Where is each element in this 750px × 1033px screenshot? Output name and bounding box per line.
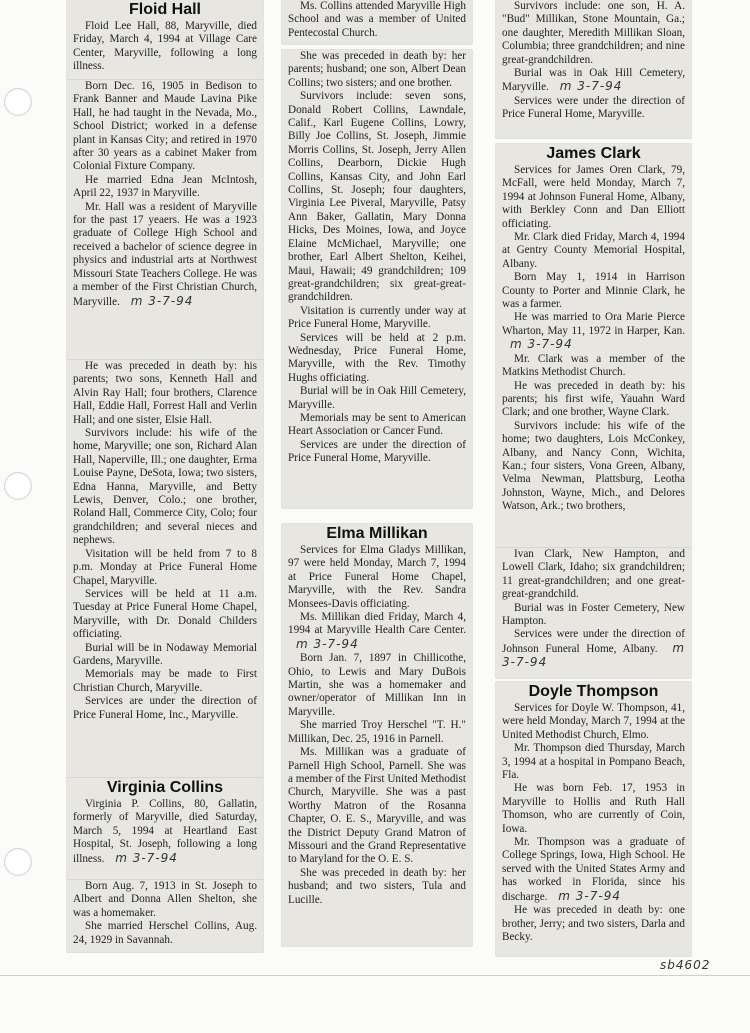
handwritten-date-note: m 3-7-94 <box>559 79 623 94</box>
obituary-paragraph: Services for James Oren Clark, 79, McFall, were held Monday, March 7, 1994 at Johnson Funeral Home, Albany, with Berkley Conn and Dan Elliott officiating. <box>502 164 685 230</box>
obituary-paragraph: Virginia P. Collins, 80, Gallatin, formerly of Maryville, died Saturday, March 5, 1994 at Heartland East Hospital, St. Joseph, following a long illness. m 3-7-94 <box>73 798 257 865</box>
obituary-heading: Virginia Collins <box>106 779 224 796</box>
obituary-paragraph: Ivan Clark, New Hampton, and Lowell Clark, Idaho; six grandchildren; 11 great-grandchildren; and one great-great-grandchild. <box>502 548 685 601</box>
obituary-paragraph: He married Edna Jean McIntosh, April 22, 1937 in Maryville. <box>73 173 257 200</box>
obituary-paragraph: Memorials may be sent to American Heart Association or Cancer Fund. <box>288 411 466 438</box>
obituary-paragraph: Ms. Millikan was a graduate of Parnell High School, Parnell. She was a member of the First United Methodist Church, Maryville. She was a past Worthy Matron of the Rosanna Chapter, O. E. S., Maryville, and was the District Deputy Grand Matron of Missouri and the Grand Representative to Maryland for the O. E. S. <box>288 746 466 866</box>
clipping-floid-hall-survivors <box>67 360 263 778</box>
obituary-paragraph: Memorials may be made to First Christian Church, Maryville. <box>73 668 257 694</box>
obituary-paragraph: Burial was in Foster Cemetery, New Hampton. <box>502 601 685 628</box>
obituary-heading: James Clark <box>546 145 641 162</box>
obituary-paragraph: She was preceded in death by: her parents; husband; one son, Albert Dean Collins; two sisters; and one brother. <box>288 50 466 89</box>
obituary-paragraph: Burial was in Oak Hill Cemetery, Maryville. m 3-7-94 <box>502 67 685 94</box>
obituary-paragraph: Services are under the direction of Price Funeral Home, Maryville. <box>288 438 466 465</box>
obituary-paragraph: He was born Feb. 17, 1953 in Maryville to Hollis and Ruth Hall Thomson, who are currently of Coin, Iowa. <box>502 782 685 835</box>
obituary-paragraph: He was preceded in death by: one brother, Jerry; and two sisters, Darla and Becky. <box>502 904 685 943</box>
clipping-millikan-survivors <box>496 0 691 138</box>
clipping-collins-church <box>282 0 472 44</box>
clipping-floid-hall-bio <box>67 80 263 360</box>
page-footer-line <box>0 975 750 976</box>
clipping-collins-survivors <box>282 50 472 508</box>
handwritten-date-note: m 3-7-94 <box>130 293 194 308</box>
obituary-paragraph: Services for Doyle W. Thompson, 41, were held Monday, March 7, 1994 at the United Methodist Church, Elmo. <box>502 702 685 741</box>
obituary-paragraph: He was preceded in death by: his parents; two sons, Kenneth Hall and Alvin Ray Hall; four brothers, Clarence Hall, Eddie Hall, Forrest Hall and Verlin Hall; and one sister, Elsie Hall. <box>73 360 257 426</box>
obituary-heading: Elma Millikan <box>326 525 428 542</box>
obituary-paragraph: Burial will be in Oak Hill Cemetery, Maryville. <box>288 385 466 411</box>
obituary-paragraph: Services will be held at 11 a.m. Tuesday at Price Funeral Home Chapel, Maryville, with Dr. Donald Childers officiating. <box>73 587 257 641</box>
obituary-paragraph: Ms. Collins attended Maryville High School and was a member of United Pentecostal Church. <box>288 0 466 39</box>
clipping-james-clark <box>496 144 691 548</box>
handwritten-date-note: m 3-7-94 <box>510 337 573 352</box>
obituary-paragraph: Born May 1, 1914 in Harrison County to Porter and Minnie Clark, he was a farmer. <box>502 271 685 311</box>
clipping-virginia-collins-bio <box>67 880 263 952</box>
obituary-paragraph: Survivors include: his wife of the home, Maryville; one son, Richard Alan Hall, Naperville, Ill.; one daughter, Erma Louise Payne, DeSota, Iowa; two sisters, Edna Hanna, Maryville, and Betty Lewis, Denver, Colo.; one brother, Roland Hall, Commerce City, Colo; four grandchildren; and several nieces and nephews. <box>73 427 257 547</box>
obituary-paragraph: He was preceded in death by: his parents; his first wife, Yauahn Ward Clark; and one brother, Wayne Clark. <box>502 379 685 419</box>
obituary-paragraph: She married Herschel Collins, Aug. 24, 1929 in Savannah. <box>73 920 257 946</box>
clipping-virginia-collins-header <box>67 778 263 880</box>
clipping-james-clark-burial <box>496 548 691 678</box>
obituary-paragraph: Survivors include: his wife of the home; two daughters, Lois McConkey, Albany, and Nancy Conn, Wichita, Kan.; four sisters, Vona Green, Albany, Velma Newman, Plattsburg, Leotha Johnston, Wayne, Mich., and Delores Watson, Ark.; two brothers, <box>502 419 685 513</box>
obituary-paragraph: Born Aug. 7, 1913 in St. Joseph to Albert and Donna Allen Shelton, she was a homemaker. <box>73 880 257 919</box>
obituary-paragraph: Mr. Hall was a resident of Maryville for the past 17 yeaers. He was a 1923 graduate of College High School and received a bachelor of science degree in physics and industrial arts at Northwest Missouri State Teachers College. He was a member of the First Christian Church, Maryville. m 3-7-94 <box>73 200 257 308</box>
obituary-paragraph: Born Dec. 16, 1905 in Bedison to Frank Banner and Maude Lavina Pike Hall, he had taught in the Nevada, Mo., School District; worked in a defense plant in Kansas City; and retired in 1970 after 30 years as a cabinet Maker from Colonial Fixture Company. <box>73 80 257 173</box>
obituary-paragraph: Survivors include: one son, H. A. "Bud" Millikan, Stone Mountain, Ga.; one daughter, Meredith Millikan Sloan, Columbia; three grandchildren; and nine great-grandchildren. <box>502 0 685 66</box>
obituary-paragraph: Burial will be in Nodaway Memorial Gardens, Maryville. <box>73 641 257 667</box>
obituary-paragraph: Services are under the direction of Price Funeral Home, Inc., Maryville. <box>73 695 257 721</box>
obituary-heading: Doyle Thompson <box>528 683 659 700</box>
obituary-paragraph: Services will be held at 2 p.m. Wednesday, Price Funeral Home, Maryville, with the Rev. Timothy Hughs officiating. <box>288 331 466 384</box>
obituary-paragraph: Services for Elma Gladys Millikan, 97 were held Monday, March 7, 1994 at Price Funeral Home Chapel, Maryville, with the Rev. Sandra Monsees-Davis officiating. <box>288 544 466 610</box>
punch-hole <box>4 88 32 116</box>
obituary-paragraph: He was married to Ora Marie Pierce Wharton, May 11, 1972 in Harper, Kan. m 3-7-94 <box>502 311 685 352</box>
obituary-paragraph: Born Jan. 7, 1897 in Chillicothe, Ohio, to Lewis and Mary DuBois Martin, she was a homemaker and owner/operator of Millikan Inn in Maryville. <box>288 652 466 718</box>
obituary-paragraph: Visitation will be held from 7 to 8 p.m. Monday at Price Funeral Home Chapel, Maryville. <box>73 547 257 587</box>
clipping-elma-millikan <box>282 524 472 946</box>
archive-stamp: sb4602 <box>660 958 711 972</box>
handwritten-date-note: m 3-7-94 <box>502 640 686 670</box>
handwritten-date-note: m 3-7-94 <box>558 888 621 903</box>
obituary-paragraph: Mr. Thompson died Thursday, March 3, 1994 at a hospital in Pompano Beach, Fla. <box>502 742 685 782</box>
punch-hole <box>4 472 32 500</box>
obituary-paragraph: She was preceded in death by: her husband; and two sisters, Tula and Lucille. <box>288 866 466 906</box>
obituary-paragraph: Floid Lee Hall, 88, Maryville, died Friday, March 4, 1994 at Village Care Center, Maryville, following a long illness. <box>73 20 257 73</box>
obituary-paragraph: Services were under the direction of Johnson Funeral Home, Albany. m 3-7-94 <box>502 628 686 670</box>
obituary-paragraph: Mr. Clark died Friday, March 4, 1994 at Gentry County Memorial Hospital, Albany. <box>502 231 685 270</box>
obituary-paragraph: Mr. Thompson was a graduate of College Springs, Iowa, High School. He served with the United States Army and has worked in Florida, since his discharge. m 3-7-94 <box>502 836 685 903</box>
obituary-paragraph: Survivors include: seven sons, Donald Robert Collins, Lawndale, Calif., Karl Eugene Collins, Lowry, Billy Joe Collins, St. Joseph, Jimmie Morris Collins, St. Joseph, Jerry Allen Collins, Dearborn, Dickie Hugh Collins, Kansas City, and John Earl Collins, St. Joseph; four daughters, Virginia Lee Piveral, Maryville, Patsy Ann Baker, Gallatin, Mary Donna Hicks, Des Moines, Iowa, and Joyce Elaine McMichael, Maryville; one brother, Earl Albert Shelton, Keihei, Maui, Hawaii; 49 grandchildren; 109 great-grandchildren; six great-great-grandchildren. <box>288 90 466 304</box>
clipping-floid-hall-header <box>67 0 263 80</box>
obituary-paragraph: Mr. Clark was a member of the Matkins Methodist Church. <box>502 352 685 379</box>
obituary-paragraph: Visitation is currently under way at Price Funeral Home, Maryville. <box>288 304 466 331</box>
handwritten-date-note: m 3-7-94 <box>115 850 178 865</box>
obituary-paragraph: She married Troy Herschel "T. H." Millikan, Dec. 25, 1916 in Parnell. <box>288 719 466 745</box>
punch-hole <box>4 848 32 876</box>
obituary-heading: Floid Hall <box>129 1 201 18</box>
obituary-paragraph: Ms. Millikan died Friday, March 4, 1994 at Maryville Health Care Center. m 3-7-94 <box>288 611 466 651</box>
handwritten-date-note: m 3-7-94 <box>296 636 359 651</box>
obituary-paragraph: Services were under the direction of Price Funeral Home, Maryville. <box>502 94 685 121</box>
clipping-doyle-thompson <box>496 682 691 956</box>
